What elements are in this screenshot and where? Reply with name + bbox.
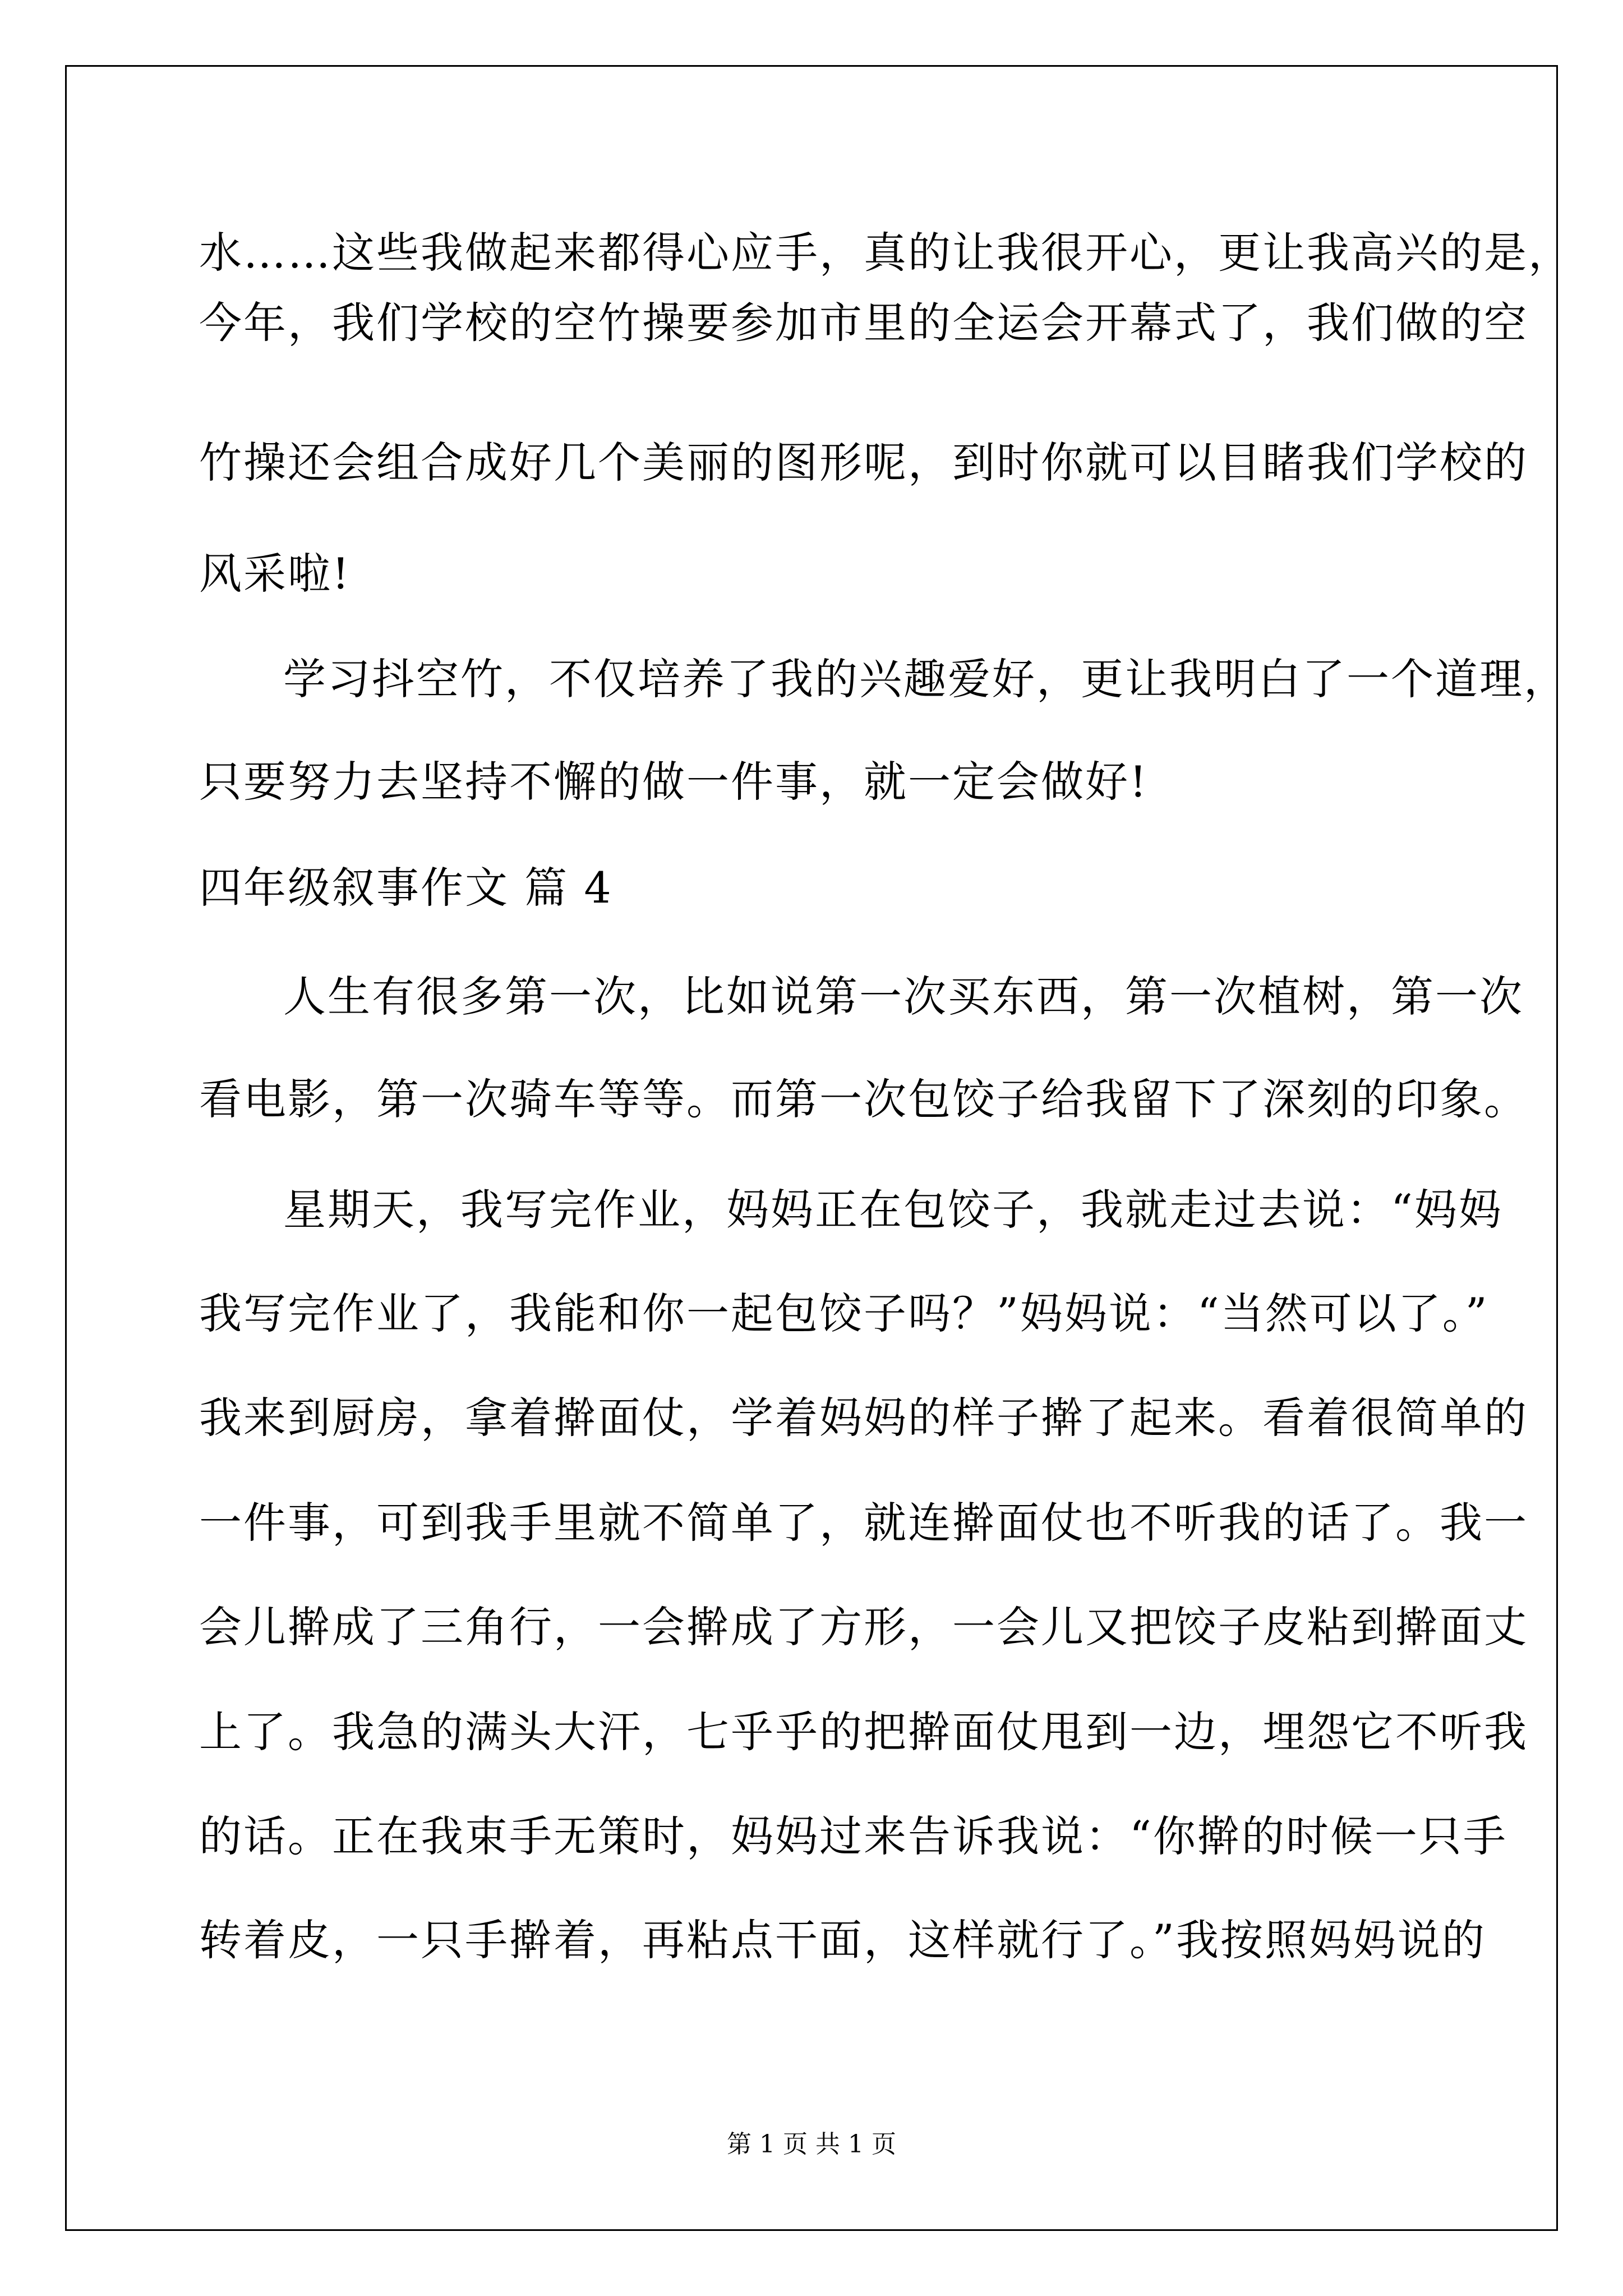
text-line: 一件事，可到我手里就不简单了，就连擀面仗也不听我的话了。我一 [199,1498,1528,1548]
text-line: 人生有很多第一次，比如说第一次买东西，第一次植树，第一次 [283,972,1524,1022]
section-heading: 四年级叙事作文 篇 4 [199,863,613,913]
text-line: 上了。我急的满头大汗，七乎乎的把擀面仗甩到一边，埋怨它不听我 [199,1707,1528,1757]
text-line: 我来到厨房，拿着擀面仗，学着妈妈的样子擀了起来。看着很简单的 [199,1393,1528,1443]
text-line: 星期天，我写完作业，妈妈正在包饺子，我就走过去说：“妈妈 [283,1185,1503,1235]
text-line: 看电影，第一次骑车等等。而第一次包饺子给我留下了深刻的印象。 [199,1074,1528,1124]
text-line: 我写完作业了，我能和你一起包饺子吗？”妈妈说：“当然可以了。” [199,1289,1489,1338]
text-line: 竹操还会组合成好几个美丽的图形呢，到时你就可以目睹我们学校的 [199,438,1528,487]
text-line: 水……这些我做起来都得心应手，真的让我很开心，更让我高兴的是， [199,228,1573,278]
text-line: 的话。正在我束手无策时，妈妈过来告诉我说：“你擀的时候一只手 [199,1811,1507,1861]
text-line: 会儿擀成了三角行，一会擀成了方形，一会儿又把饺子皮粘到擀面丈 [199,1602,1528,1652]
text-line: 只要努力去坚持不懈的做一件事，就一定会做好! [199,757,1149,807]
page-footer: 第 1 页 共 1 页 [727,2130,896,2159]
text-line: 转着皮，一只手擀着，再粘点干面，这样就行了。”我按照妈妈说的 [199,1915,1486,1965]
text-line: 风采啦! [199,549,351,599]
page-border [65,65,1558,2231]
text-line: 今年，我们学校的空竹操要参加市里的全运会开幕式了，我们做的空 [199,298,1528,348]
text-line: 学习抖空竹，不仅培养了我的兴趣爱好，更让我明白了一个道理， [283,654,1568,704]
